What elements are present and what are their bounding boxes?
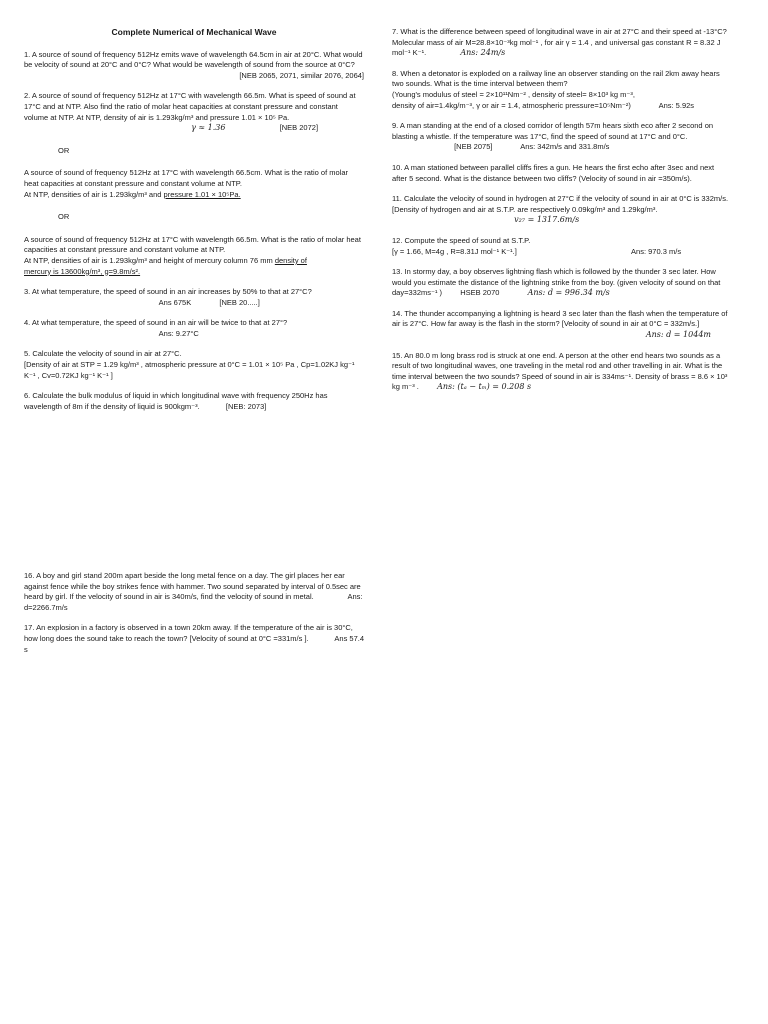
question-8 [392,69,729,111]
question-3-answer: Ans 675K [158,297,192,307]
question-17-answer: Ans 57.4 s [24,633,365,654]
question-15-answer: Ans: (tₐ − tₘ) = 0.208 s [437,382,532,392]
question-9-answer: Ans: 342m/s and 331.8m/s [520,142,610,152]
question-7-answer: Ans: 24m/s [460,48,506,58]
question-2-alt-2-density: density of [274,255,307,265]
question-17 [24,623,364,655]
question-1 [24,50,364,82]
question-10-text: 10. A man stationed between parallel cliffs fires a gun. He hears the first echo after 3sec and next after 5 second. What is the distance between two cliffs? (Velocity of sound in air =350m/s). [392,162,715,183]
question-2-alt-1-ntp: At NTP, densities of air is 1.293kg/m³ and [24,189,162,199]
left-column-bottom [24,571,364,665]
question-3 [24,287,364,308]
question-14 [392,309,729,341]
question-5-data: [Density of air at STP = 1.29 kg/m³ , atmospheric pressure at 0°C = 1.01 × 10⁵ Pa , Cp=1.02KJ kg⁻¹ K⁻¹ , Cv=0.72KJ kg⁻¹ K⁻¹ ] [24,360,355,380]
question-8-data-2: density of air=1.4kg/m⁻³, γ or air = 1.4, atmospheric pressure=10⁵Nm⁻²) [392,100,631,110]
question-2-alt-2 [24,235,364,277]
question-8-text: 8. When a detonator is exploded on a railway line an observer standing on the rail 2km away hears two sounds. What is the time interval between them? [392,68,720,89]
question-2-alt-2-mercury: mercury is 13600kg/m³, g=9.8m/s². [24,266,141,276]
right-column [392,27,729,403]
question-2-alt-1 [24,168,364,200]
question-4-text: 4. At what temperature, the speed of sound in an air will be twice to that at 27°? [24,318,288,328]
question-13-text: 13. In stormy day, a boy observes lightning flash which is followed by the thunder 3 sec later. How would you estimate the distance of the lightning strike from the boy. (given velocity of sound on that day=332ms⁻¹ ) [392,267,721,298]
question-2-gamma: γ ≈ 1.36 [191,123,226,133]
question-3-text: 3. At what temperature, the speed of sound in an air increases by 50% to that at 27°C? [24,287,312,297]
question-6 [24,391,364,412]
question-12-text: 12. Compute the speed of sound at S.T.P. [392,235,531,245]
question-3-reference: [NEB 20.....] [219,297,260,307]
question-11 [392,194,729,226]
question-9 [392,121,729,153]
question-1-reference: [NEB 2065, 2071, similar 2076, 2064] [239,70,364,80]
question-2-text: 2. A source of sound of frequency 512Hz at 17°C with wavelength 66.5m. What is speed of sound at 17°C and at NTP. Also find the ratio of molar heat capacities at constant pressure and constant volume at NTP. At NTP, density of air is 1.293kg/m³ and pressure 1.01 × 10⁵ Pa. [24,91,356,122]
or-separator-2: OR [58,212,70,222]
page-title: Complete Numerical of Mechanical Wave [111,27,277,37]
question-2-alt-1-pressure: pressure 1.01 × 10⁵Pa. [163,189,241,199]
question-2-alt-2-text: A source of sound of frequency 512Hz at 17°C with wavelength 66.5m. What is the ratio of molar heat capacities at constant pressure and constant volume at NTP. [24,234,361,255]
question-2 [24,91,364,133]
question-10 [392,163,729,184]
question-4-answer: Ans: 9.27°C [158,328,199,338]
question-16 [24,571,364,613]
question-15-text: 15. An 80.0 m long brass rod is struck at one end. A person at the other end hears two sounds as a result of two longitudinal waves, one traveling in the metal rod and other travelling in air. What is the time interval between the two sounds? Speed of sound in air is 334ms⁻¹. Density of brass = 8.6 × 10³ kg m⁻³ . [392,350,728,392]
question-15 [392,351,729,393]
left-column [24,27,364,422]
question-14-text: 14. The thunder accompanying a lightning is heard 3 sec later than the flash when the temperature of air is 27°C. How far away is the flash in the storm? [Velocity of sound in air at 0°C = 332m/s.] [392,308,728,329]
question-8-data-1: (Young's modulus of steel = 2×10¹¹Nm⁻² , density of steel= 8×10³ kg m⁻³, [392,89,635,99]
question-5-text: 5. Calculate the velocity of sound in air at 27°C. [24,349,182,359]
question-12-answer: Ans: 970.3 m/s [631,246,682,256]
question-14-answer: Ans: d = 1044m [645,330,711,340]
question-2-alt-1-text: A source of sound of frequency 512Hz at 17°C with wavelength 66.5cm. What is the ratio of molar heat capacities at constant pressure and constant volume at NTP. [24,168,349,188]
question-6-reference: [NEB: 2073] [225,401,267,411]
question-8-answer: Ans: 5.92s [658,100,695,110]
question-6-text: 6. Calculate the bulk modulus of liquid in which longitudinal wave with frequency 250Hz has wavelength of 8m if the density of liquid is 900kgm⁻³. [24,391,328,411]
question-2-alt-2-ntp: At NTP, densities of air is 1.293kg/m³ and height of mercury column 76 mm [24,255,273,265]
question-2-reference: [NEB 2072] [279,123,319,133]
or-separator-1: OR [58,145,70,155]
question-13 [392,267,729,299]
question-5 [24,349,364,381]
question-9-reference: [NEB 2075] [454,142,493,152]
question-7-text: 7. What is the difference between speed of longitudinal wave in air at 27°C and their speed at -13°C? Molecular mass of air M=28.8×10⁻³kg mol⁻¹ , for air γ = 1.4 , and universal gas constant R = 8.32 J mol⁻¹ K⁻¹. [392,27,727,58]
question-1-text: 1. A source of sound of frequency 512Hz emits wave of wavelength 64.5cm in air at 20°C. What would be velocity of sound at 20°C and 0°C? What would be wavelength of sound from the source at 0°C? [24,49,363,70]
question-11-text: 11. Calculate the velocity of sound in hydrogen at 27°C if the velocity of sound in air at 0°C is 332m/s. [Density of hydrogen and air at S.T.P. are respectively 0.09kg/m³ and 1.29kg/m³. [392,194,729,214]
question-12-data: [γ = 1.66, M=4g , R=8.31J mol⁻¹ K⁻¹.] [392,246,517,256]
question-13-answer: Ans: d = 996.34 m/s [527,288,610,298]
question-13-reference: HSEB 2070 [460,288,500,298]
question-9-text: 9. A man standing at the end of a closed corridor of length 57m hears sixth eco after 2 second on blasting a whistle. If the temperature was 17°C, find the speed of sound at 17°C and 0°C. [392,121,714,141]
question-11-answer: v₂₇ = 1317.6m/s [514,215,580,225]
question-7 [392,27,729,59]
question-16-text: 16. A boy and girl stand 200m apart beside the long metal fence on a day. The girl places her ear against fence while the boy strikes fence with hammer. Two sound separated by interval of 0.5sec are heard by girl. If the velocity of sound in air is 340m/s, find the velocity of sound in metal. [24,571,361,602]
question-16-answer: Ans: d=2266.7m/s [24,592,363,612]
question-17-text: 17. An explosion in a factory is observed in a town 20km away. If the temperature of the air is 30°C, how long does the sound take to reach the town? [Velocity of sound at 0°C =331m/s ]. [24,623,353,643]
question-12 [392,236,729,257]
question-4 [24,318,364,339]
